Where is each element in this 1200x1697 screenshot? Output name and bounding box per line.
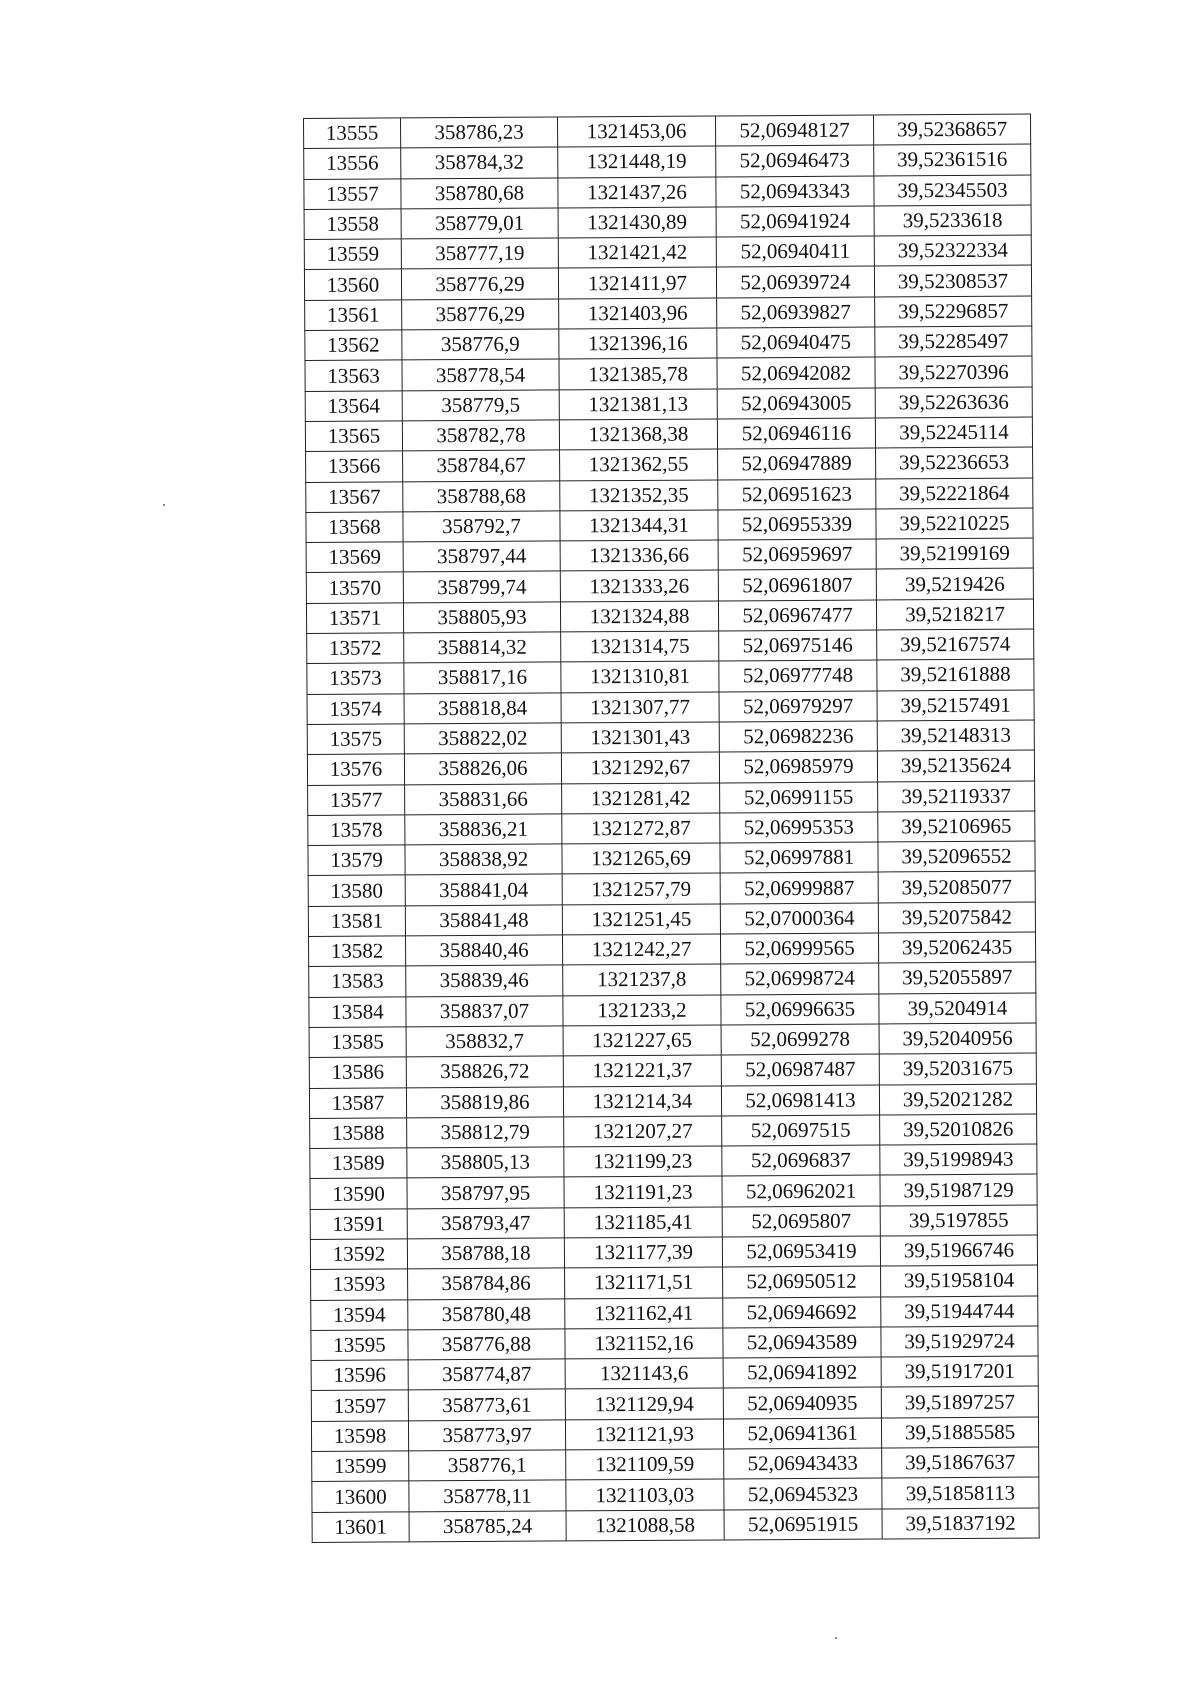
table-row — [307, 629, 1034, 664]
point-number-cell: 13562 — [305, 330, 402, 361]
y-coordinate-cell: 1321453,06 — [557, 116, 715, 147]
point-number-cell: 13583 — [309, 966, 406, 997]
x-coordinate-cell: 358784,67 — [403, 450, 560, 481]
point-number-cell: 13596 — [311, 1360, 408, 1391]
y-coordinate-cell: 1321242,27 — [562, 934, 720, 965]
longitude-cell: 39,52270396 — [875, 356, 1032, 387]
latitude-cell: 52,06941924 — [716, 206, 874, 237]
x-coordinate-cell: 358784,32 — [401, 147, 558, 178]
longitude-cell: 39,52322334 — [874, 235, 1031, 266]
x-coordinate-cell: 358788,68 — [403, 481, 560, 512]
longitude-cell: 39,52221864 — [876, 478, 1033, 509]
y-coordinate-cell: 1321292,67 — [561, 752, 719, 783]
longitude-cell: 39,52096552 — [878, 841, 1035, 872]
longitude-cell: 39,52236653 — [876, 447, 1033, 478]
longitude-cell: 39,51944744 — [881, 1296, 1038, 1327]
longitude-cell: 39,51987129 — [880, 1174, 1037, 1205]
table-row — [304, 144, 1031, 179]
latitude-cell: 52,06946692 — [723, 1297, 881, 1328]
scan-speck — [835, 1637, 837, 1639]
latitude-cell: 52,06943005 — [717, 388, 875, 419]
point-number-cell: 13582 — [309, 936, 406, 967]
longitude-cell: 39,51858113 — [882, 1477, 1039, 1508]
point-number-cell: 13575 — [307, 724, 404, 755]
table-row — [308, 902, 1035, 937]
x-coordinate-cell: 358780,68 — [401, 178, 558, 209]
longitude-cell: 39,52106965 — [878, 811, 1035, 842]
x-coordinate-cell: 358776,88 — [408, 1329, 565, 1360]
point-number-cell: 13589 — [310, 1148, 407, 1179]
latitude-cell: 52,06998724 — [721, 963, 879, 994]
latitude-cell: 52,06940411 — [716, 236, 874, 267]
y-coordinate-cell: 1321430,89 — [558, 207, 716, 238]
point-number-cell: 13561 — [305, 300, 402, 331]
point-number-cell: 13568 — [306, 512, 403, 543]
x-coordinate-cell: 358797,44 — [403, 541, 560, 572]
latitude-cell: 52,06962021 — [722, 1175, 880, 1206]
longitude-cell: 39,52157491 — [877, 690, 1034, 721]
y-coordinate-cell: 1321185,41 — [564, 1207, 722, 1238]
table-row — [309, 1084, 1036, 1119]
point-number-cell: 13586 — [309, 1057, 406, 1088]
y-coordinate-cell: 1321191,23 — [564, 1176, 722, 1207]
point-number-cell: 13598 — [311, 1421, 408, 1452]
longitude-cell: 39,5204914 — [879, 993, 1036, 1024]
table-row — [304, 205, 1031, 240]
table-row — [307, 720, 1034, 755]
y-coordinate-cell: 1321403,96 — [559, 298, 717, 329]
longitude-cell: 39,52010826 — [880, 1114, 1037, 1145]
x-coordinate-cell: 358797,95 — [407, 1177, 564, 1208]
x-coordinate-cell: 358780,48 — [408, 1299, 565, 1330]
latitude-cell: 52,0696837 — [722, 1145, 880, 1176]
y-coordinate-cell: 1321162,41 — [565, 1298, 723, 1329]
x-coordinate-cell: 358840,46 — [405, 935, 562, 966]
x-coordinate-cell: 358782,78 — [402, 420, 559, 451]
x-coordinate-cell: 358778,54 — [402, 359, 559, 390]
y-coordinate-cell: 1321324,88 — [560, 601, 718, 632]
point-number-cell: 13564 — [305, 391, 402, 422]
y-coordinate-cell: 1321103,03 — [566, 1479, 724, 1510]
x-coordinate-cell: 358831,66 — [405, 783, 562, 814]
y-coordinate-cell: 1321336,66 — [560, 540, 718, 571]
y-coordinate-cell: 1321207,27 — [564, 1116, 722, 1147]
table-row — [311, 1296, 1038, 1331]
latitude-cell: 52,06948127 — [715, 115, 873, 146]
x-coordinate-cell: 358841,04 — [405, 874, 562, 905]
latitude-cell: 52,06967477 — [718, 600, 876, 631]
longitude-cell: 39,52308537 — [874, 266, 1031, 297]
y-coordinate-cell: 1321362,55 — [560, 449, 718, 480]
x-coordinate-cell: 358779,5 — [402, 390, 559, 421]
latitude-cell: 52,06939827 — [717, 297, 875, 328]
y-coordinate-cell: 1321088,58 — [566, 1510, 724, 1541]
table-row — [304, 235, 1031, 270]
y-coordinate-cell: 1321396,16 — [559, 328, 717, 359]
longitude-cell: 39,51837192 — [882, 1508, 1039, 1539]
y-coordinate-cell: 1321214,34 — [563, 1085, 721, 1116]
longitude-cell: 39,5197855 — [880, 1205, 1037, 1236]
table-row — [310, 1205, 1037, 1240]
y-coordinate-cell: 1321251,45 — [562, 904, 720, 935]
table-row — [306, 508, 1033, 543]
table-row — [310, 1144, 1037, 1179]
latitude-cell: 52,07000364 — [720, 903, 878, 934]
latitude-cell: 52,06951915 — [724, 1509, 882, 1540]
latitude-cell: 52,06950512 — [723, 1266, 881, 1297]
y-coordinate-cell: 1321344,31 — [560, 510, 718, 541]
longitude-cell: 39,51998943 — [880, 1144, 1037, 1175]
y-coordinate-cell: 1321237,8 — [563, 964, 721, 995]
y-coordinate-cell: 1321233,2 — [563, 995, 721, 1026]
longitude-cell: 39,51917201 — [881, 1356, 1038, 1387]
y-coordinate-cell: 1321221,37 — [563, 1055, 721, 1086]
point-number-cell: 13563 — [305, 360, 402, 391]
latitude-cell: 52,06991155 — [720, 782, 878, 813]
latitude-cell: 52,0697515 — [722, 1115, 880, 1146]
point-number-cell: 13595 — [311, 1330, 408, 1361]
table-row — [309, 1053, 1036, 1088]
latitude-cell: 52,06996635 — [721, 994, 879, 1025]
longitude-cell: 39,52040956 — [879, 1023, 1036, 1054]
longitude-cell: 39,52062435 — [878, 932, 1035, 963]
point-number-cell: 13587 — [309, 1087, 406, 1118]
x-coordinate-cell: 358785,24 — [409, 1511, 566, 1542]
table-row — [306, 447, 1033, 482]
x-coordinate-cell: 358779,01 — [401, 208, 558, 239]
table-row — [308, 781, 1035, 816]
latitude-cell: 52,06999887 — [720, 872, 878, 903]
y-coordinate-cell: 1321437,26 — [558, 177, 716, 208]
x-coordinate-cell: 358826,06 — [404, 753, 561, 784]
longitude-cell: 39,52167574 — [877, 629, 1034, 660]
point-number-cell: 13591 — [310, 1209, 407, 1240]
latitude-cell: 52,06955339 — [718, 509, 876, 540]
point-number-cell: 13577 — [308, 784, 405, 815]
table-row — [306, 538, 1033, 573]
coordinates-table — [303, 114, 1040, 1543]
y-coordinate-cell: 1321381,13 — [559, 389, 717, 420]
x-coordinate-cell: 358819,86 — [406, 1086, 563, 1117]
point-number-cell: 13579 — [308, 845, 405, 876]
y-coordinate-cell: 1321421,42 — [558, 237, 716, 268]
table-row — [306, 569, 1033, 604]
y-coordinate-cell: 1321301,43 — [561, 722, 719, 753]
x-coordinate-cell: 358778,11 — [409, 1480, 566, 1511]
y-coordinate-cell: 1321265,69 — [562, 843, 720, 874]
y-coordinate-cell: 1321257,79 — [562, 873, 720, 904]
y-coordinate-cell: 1321448,19 — [558, 146, 716, 177]
point-number-cell: 13557 — [304, 178, 401, 209]
longitude-cell: 39,52345503 — [874, 175, 1031, 206]
x-coordinate-cell: 358776,9 — [402, 329, 559, 360]
y-coordinate-cell: 1321368,38 — [559, 419, 717, 450]
x-coordinate-cell: 358836,21 — [405, 814, 562, 845]
longitude-cell: 39,52075842 — [878, 902, 1035, 933]
point-number-cell: 13560 — [304, 269, 401, 300]
y-coordinate-cell: 1321385,78 — [559, 358, 717, 389]
longitude-cell: 39,52119337 — [878, 781, 1035, 812]
longitude-cell: 39,52361516 — [874, 144, 1031, 175]
table-row — [312, 1447, 1039, 1482]
latitude-cell: 52,06939724 — [716, 266, 874, 297]
longitude-cell: 39,52210225 — [876, 508, 1033, 539]
longitude-cell: 39,5233618 — [874, 205, 1031, 236]
latitude-cell: 52,0699278 — [721, 1024, 879, 1055]
point-number-cell: 13600 — [312, 1481, 409, 1512]
y-coordinate-cell: 1321152,16 — [565, 1328, 723, 1359]
x-coordinate-cell: 358773,97 — [408, 1420, 565, 1451]
table-row — [311, 1326, 1038, 1361]
table-row — [312, 1477, 1039, 1512]
longitude-cell: 39,52055897 — [879, 962, 1036, 993]
longitude-cell: 39,51867637 — [882, 1447, 1039, 1478]
latitude-cell: 52,06959697 — [718, 539, 876, 570]
point-number-cell: 13558 — [304, 209, 401, 240]
point-number-cell: 13588 — [310, 1118, 407, 1149]
longitude-cell: 39,52031675 — [879, 1053, 1036, 1084]
table-row — [307, 750, 1034, 785]
longitude-cell: 39,52085077 — [878, 871, 1035, 902]
table-row — [311, 1356, 1038, 1391]
y-coordinate-cell: 1321307,77 — [561, 692, 719, 723]
table-row — [308, 871, 1035, 906]
y-coordinate-cell: 1321411,97 — [558, 267, 716, 298]
longitude-cell: 39,5219426 — [876, 569, 1033, 600]
x-coordinate-cell: 358776,1 — [409, 1450, 566, 1481]
table-row — [305, 387, 1032, 422]
latitude-cell: 52,06985979 — [719, 751, 877, 782]
point-number-cell: 13570 — [306, 572, 403, 603]
x-coordinate-cell: 358812,79 — [407, 1117, 564, 1148]
latitude-cell: 52,06977748 — [719, 660, 877, 691]
point-number-cell: 13592 — [310, 1239, 407, 1270]
y-coordinate-cell: 1321177,39 — [564, 1237, 722, 1268]
table-row — [310, 1235, 1037, 1270]
longitude-cell: 39,52161888 — [877, 659, 1034, 690]
latitude-cell: 52,06982236 — [719, 721, 877, 752]
latitude-cell: 52,0695807 — [722, 1206, 880, 1237]
point-number-cell: 13569 — [306, 542, 403, 573]
y-coordinate-cell: 1321310,81 — [561, 661, 719, 692]
point-number-cell: 13593 — [311, 1269, 408, 1300]
point-number-cell: 13578 — [308, 815, 405, 846]
x-coordinate-cell: 358832,7 — [406, 1026, 563, 1057]
table-row — [305, 326, 1032, 361]
latitude-cell: 52,06943589 — [723, 1327, 881, 1358]
latitude-cell: 52,06946116 — [717, 418, 875, 449]
table-row — [310, 1174, 1037, 1209]
table-row — [308, 811, 1035, 846]
latitude-cell: 52,06995353 — [720, 812, 878, 843]
latitude-cell: 52,06941361 — [723, 1418, 881, 1449]
longitude-cell: 39,51885585 — [881, 1417, 1038, 1448]
longitude-cell: 39,52021282 — [879, 1084, 1036, 1115]
latitude-cell: 52,06945323 — [724, 1478, 882, 1509]
latitude-cell: 52,06951623 — [718, 479, 876, 510]
latitude-cell: 52,06943433 — [724, 1448, 882, 1479]
table-row — [306, 478, 1033, 513]
point-number-cell: 13590 — [310, 1178, 407, 1209]
point-number-cell: 13574 — [307, 694, 404, 725]
latitude-cell: 52,06997881 — [720, 842, 878, 873]
latitude-cell: 52,06941892 — [723, 1357, 881, 1388]
table-row — [312, 1508, 1039, 1543]
table-row — [309, 932, 1036, 967]
x-coordinate-cell: 358814,32 — [404, 632, 561, 663]
x-coordinate-cell: 358799,74 — [403, 571, 560, 602]
point-number-cell: 13581 — [308, 906, 405, 937]
scan-speck — [163, 504, 165, 506]
point-number-cell: 13555 — [304, 118, 401, 149]
point-number-cell: 13567 — [306, 481, 403, 512]
y-coordinate-cell: 1321109,59 — [566, 1449, 724, 1480]
y-coordinate-cell: 1321333,26 — [560, 570, 718, 601]
latitude-cell: 52,06975146 — [719, 630, 877, 661]
x-coordinate-cell: 358837,07 — [406, 996, 563, 1027]
point-number-cell: 13565 — [305, 421, 402, 452]
point-number-cell: 13573 — [307, 663, 404, 694]
table-row — [306, 599, 1033, 634]
latitude-cell: 52,06946473 — [716, 145, 874, 176]
x-coordinate-cell: 358841,48 — [405, 905, 562, 936]
latitude-cell: 52,06947889 — [718, 448, 876, 479]
point-number-cell: 13571 — [306, 603, 403, 634]
longitude-cell: 39,52199169 — [876, 538, 1033, 569]
x-coordinate-cell: 358792,7 — [403, 511, 560, 542]
x-coordinate-cell: 358788,18 — [407, 1238, 564, 1269]
latitude-cell: 52,06942082 — [717, 357, 875, 388]
x-coordinate-cell: 358839,46 — [406, 965, 563, 996]
point-number-cell: 13599 — [312, 1451, 409, 1482]
table-row — [304, 114, 1031, 149]
longitude-cell: 39,52148313 — [877, 720, 1034, 751]
longitude-cell: 39,52245114 — [875, 417, 1032, 448]
point-number-cell: 13572 — [307, 633, 404, 664]
latitude-cell: 52,06940475 — [717, 327, 875, 358]
longitude-cell: 39,51966746 — [880, 1235, 1037, 1266]
longitude-cell: 39,51929724 — [881, 1326, 1038, 1357]
x-coordinate-cell: 358773,61 — [408, 1389, 565, 1420]
table-row — [311, 1265, 1038, 1300]
longitude-cell: 39,52135624 — [877, 750, 1034, 781]
x-coordinate-cell: 358826,72 — [406, 1056, 563, 1087]
point-number-cell: 13585 — [309, 1027, 406, 1058]
y-coordinate-cell: 1321199,23 — [564, 1146, 722, 1177]
point-number-cell: 13559 — [304, 239, 401, 270]
y-coordinate-cell: 1321314,75 — [561, 631, 719, 662]
x-coordinate-cell: 358776,29 — [401, 268, 558, 299]
point-number-cell: 13601 — [312, 1512, 409, 1543]
y-coordinate-cell: 1321272,87 — [562, 813, 720, 844]
latitude-cell: 52,06943343 — [716, 176, 874, 207]
table-row — [304, 266, 1031, 301]
x-coordinate-cell: 358793,47 — [407, 1208, 564, 1239]
x-coordinate-cell: 358784,86 — [408, 1268, 565, 1299]
x-coordinate-cell: 358817,16 — [404, 662, 561, 693]
latitude-cell: 52,06999565 — [720, 933, 878, 964]
longitude-cell: 39,52263636 — [875, 387, 1032, 418]
table-row — [307, 659, 1034, 694]
table-row — [309, 962, 1036, 997]
table-row — [308, 841, 1035, 876]
point-number-cell: 13584 — [309, 996, 406, 1027]
longitude-cell: 39,51897257 — [881, 1387, 1038, 1418]
x-coordinate-cell: 358774,87 — [408, 1359, 565, 1390]
longitude-cell: 39,5218217 — [876, 599, 1033, 630]
y-coordinate-cell: 1321143,6 — [565, 1358, 723, 1389]
coordinates-table-body — [304, 114, 1040, 1542]
longitude-cell: 39,52296857 — [875, 296, 1032, 327]
x-coordinate-cell: 358805,13 — [407, 1147, 564, 1178]
x-coordinate-cell: 358822,02 — [404, 723, 561, 754]
table-row — [307, 690, 1034, 725]
y-coordinate-cell: 1321227,65 — [563, 1025, 721, 1056]
y-coordinate-cell: 1321352,35 — [560, 480, 718, 511]
table-row — [305, 296, 1032, 331]
x-coordinate-cell: 358818,84 — [404, 693, 561, 724]
table-row — [311, 1387, 1038, 1422]
x-coordinate-cell: 358838,92 — [405, 844, 562, 875]
point-number-cell: 13576 — [307, 754, 404, 785]
longitude-cell: 39,52285497 — [875, 326, 1032, 357]
point-number-cell: 13594 — [311, 1299, 408, 1330]
y-coordinate-cell: 1321171,51 — [565, 1267, 723, 1298]
x-coordinate-cell: 358805,93 — [403, 602, 560, 633]
longitude-cell: 39,52368657 — [873, 114, 1030, 145]
y-coordinate-cell: 1321129,94 — [565, 1388, 723, 1419]
table-row — [304, 175, 1031, 210]
latitude-cell: 52,06940935 — [723, 1387, 881, 1418]
table-row — [309, 993, 1036, 1028]
table-row — [311, 1417, 1038, 1452]
latitude-cell: 52,06987487 — [721, 1054, 879, 1085]
x-coordinate-cell: 358776,29 — [402, 299, 559, 330]
latitude-cell: 52,06981413 — [721, 1084, 879, 1115]
table-row — [310, 1114, 1037, 1149]
table-row — [305, 356, 1032, 391]
latitude-cell: 52,06953419 — [722, 1236, 880, 1267]
table-row — [305, 417, 1032, 452]
point-number-cell: 13580 — [308, 875, 405, 906]
x-coordinate-cell: 358777,19 — [401, 238, 558, 269]
y-coordinate-cell: 1321121,93 — [565, 1419, 723, 1450]
table-row — [309, 1023, 1036, 1058]
longitude-cell: 39,51958104 — [881, 1265, 1038, 1296]
point-number-cell: 13556 — [304, 148, 401, 179]
point-number-cell: 13597 — [311, 1390, 408, 1421]
y-coordinate-cell: 1321281,42 — [562, 782, 720, 813]
point-number-cell: 13566 — [306, 451, 403, 482]
x-coordinate-cell: 358786,23 — [401, 117, 558, 148]
latitude-cell: 52,06961807 — [718, 569, 876, 600]
latitude-cell: 52,06979297 — [719, 691, 877, 722]
